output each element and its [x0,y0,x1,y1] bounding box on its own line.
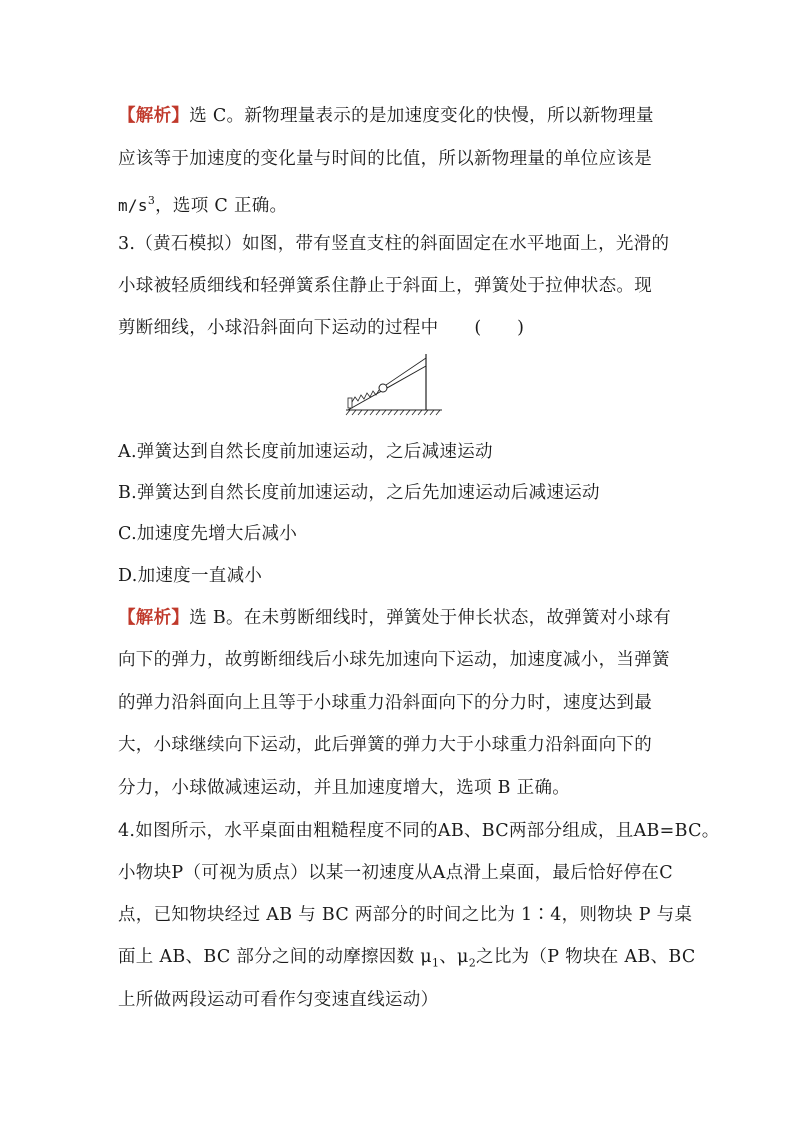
q4-line-5: 上所做两段运动可看作匀变速直线运动） [118,990,439,1010]
q4-line-3: 点，已知物块经过 AB 与 BC 两部分的时间之比为 1∶4，则物块 P 与桌 [118,905,693,925]
q4-line-4 [118,945,696,976]
string [386,358,426,385]
mu-subscript-1: 1 [431,956,440,970]
analysis-tag: 【解析】 [118,608,190,628]
analysis-tag: 【解析】 [118,106,190,126]
q2-analysis-line-3 [118,189,678,218]
ball [379,384,387,392]
q3-analysis-line-4: 大，小球继续向下运动，此后弹簧的弹力大于小球重力沿斜面向下的 [118,735,652,755]
q3-stem-text: 剪断细线，小球沿斜面向下运动的过程中 [118,318,439,338]
q4-line-2: 小物块P（可视为质点）以某一初速度从A点滑上桌面，最后恰好停在C [118,863,673,883]
q3-analysis-line-3: 的弹力沿斜面向上且等于小球重力沿斜面向下的分力时，速度达到最 [118,693,652,713]
q4-text-a: 面上 AB、BC 部分之间的动摩擦因数 μ [118,947,432,967]
unit-exponent: 3 [147,194,156,207]
q3-stem-line-2: 小球被轻质细线和轻弹簧系住静止于斜面上，弹簧处于拉伸状态。现 [118,276,652,296]
q3-stem-line-1: 3.（黄石模拟）如图，带有竖直支柱的斜面固定在水平地面上，光滑的 [118,234,670,254]
option-a: A.弹簧达到自然长度前加速运动，之后减速运动 [118,442,493,462]
ground-hatching [346,410,440,415]
q3-analysis-line-5: 分力，小球做减速运动，并且加速度增大，选项 B 正确。 [118,778,571,798]
q2-conclusion: ，选项 C 正确。 [155,195,288,216]
q2-analysis-line-1 [118,104,678,128]
incline-diagram [344,352,444,416]
spring-anchor [348,398,352,408]
q3-analysis-line-2: 向下的弹力，故剪断细线后小球先加速向下运动，加速度减小，当弹簧 [118,650,670,670]
q3-analysis-text: 选 B。在未剪断细线时，弹簧处于伸长状态，故弹簧对小球有 [189,608,672,628]
q3-stem-line-3 [118,316,678,340]
q4-text-b: 、μ [439,947,469,967]
option-c: C.加速度先增大后减小 [118,524,298,544]
q3-analysis-line-1 [118,606,678,630]
q2-analysis-text: 选 C。新物理量表示的是加速度变化的快慢，所以新物理量 [189,106,654,126]
unit-text: m/s [118,195,148,215]
option-d: D.加速度一直减小 [118,566,263,586]
q4-line-1: 4.如图所示，水平桌面由粗糙程度不同的AB、BC两部分组成，且AB=BC。 [118,821,720,841]
option-b: B.弹簧达到自然长度前加速运动，之后先加速运动后减速运动 [118,483,600,503]
q2-analysis-line-2: 应该等于加速度的变化量与时间的比值，所以新物理量的单位应该是 [118,149,652,169]
answer-blank: ( ) [474,318,525,338]
incline-figure [344,352,444,416]
q4-text-c: 之比为（P 物块在 AB、BC [476,947,696,967]
mu-subscript-2: 2 [468,956,477,970]
